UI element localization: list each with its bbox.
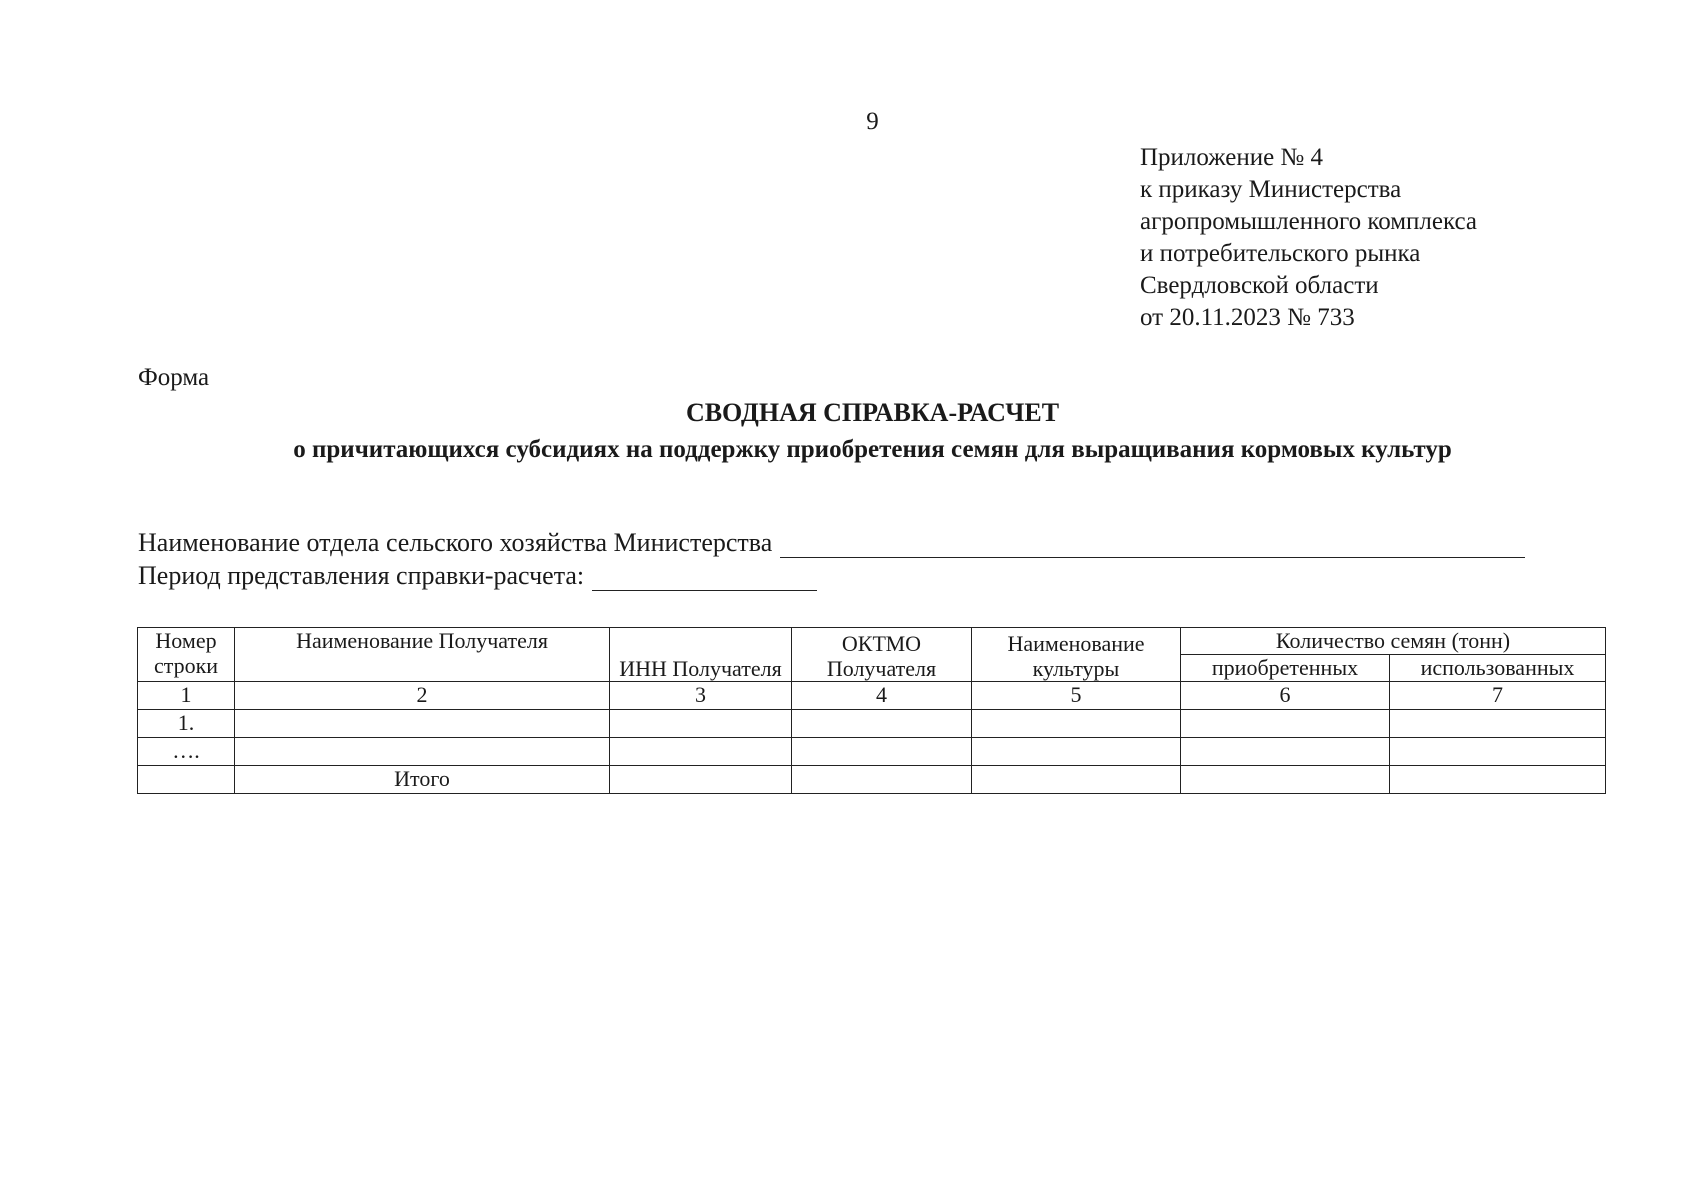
inn-cell[interactable] xyxy=(610,710,792,738)
column-number: 2 xyxy=(235,682,610,710)
header-row-number: Номер строки xyxy=(138,628,235,682)
appendix-line: к приказу Министерства xyxy=(1140,176,1402,203)
recipient-name-cell[interactable] xyxy=(235,710,610,738)
header-seed-quantity: Количество семян (тонн) xyxy=(1181,628,1606,655)
crop-name-cell[interactable] xyxy=(972,766,1181,794)
purchased-cell[interactable] xyxy=(1181,710,1390,738)
calculation-table xyxy=(137,627,1606,794)
row-number-cell: …. xyxy=(138,738,235,766)
table-row xyxy=(138,738,1606,766)
header-purchased: приобретенных xyxy=(1181,655,1390,682)
appendix-line: от 20.11.2023 № 733 xyxy=(1140,304,1355,331)
appendix-block xyxy=(1140,142,1477,334)
table-header-row xyxy=(138,628,1606,655)
oktmo-cell[interactable] xyxy=(792,766,972,794)
purchased-cell[interactable] xyxy=(1181,766,1390,794)
crop-name-cell[interactable] xyxy=(972,710,1181,738)
column-number: 5 xyxy=(972,682,1181,710)
table-row xyxy=(138,710,1606,738)
column-number: 7 xyxy=(1390,682,1606,710)
document-title: СВОДНАЯ СПРАВКА-РАСЧЕТ xyxy=(685,398,1060,427)
appendix-line: Свердловской области xyxy=(1140,272,1379,299)
table-total-row xyxy=(138,766,1606,794)
department-label: Наименование отдела сельского хозяйства Министерства xyxy=(138,528,773,557)
used-cell[interactable] xyxy=(1390,710,1606,738)
appendix-line: и потребительского рынка xyxy=(1140,240,1421,267)
period-blank-line[interactable] xyxy=(592,566,817,591)
oktmo-cell[interactable] xyxy=(792,710,972,738)
row-number-cell: 1. xyxy=(138,710,235,738)
appendix-line: агропромышленного комплекса xyxy=(1140,208,1478,235)
recipient-name-cell[interactable] xyxy=(235,738,610,766)
column-number: 1 xyxy=(138,682,235,710)
purchased-cell[interactable] xyxy=(1181,738,1390,766)
used-cell[interactable] xyxy=(1390,766,1606,794)
header-crop-name: Наименование культуры xyxy=(972,628,1181,682)
oktmo-cell[interactable] xyxy=(792,738,972,766)
column-number-row xyxy=(138,682,1606,710)
department-blank-line[interactable] xyxy=(780,533,1525,558)
header-inn: ИНН Получателя xyxy=(610,628,792,682)
crop-name-cell[interactable] xyxy=(972,738,1181,766)
column-number: 3 xyxy=(610,682,792,710)
used-cell[interactable] xyxy=(1390,738,1606,766)
header-recipient-name: Наименование Получателя xyxy=(235,628,610,682)
inn-cell[interactable] xyxy=(610,738,792,766)
page-number: 9 xyxy=(866,108,879,135)
period-field xyxy=(138,561,817,591)
column-number: 4 xyxy=(792,682,972,710)
inn-cell[interactable] xyxy=(610,766,792,794)
header-used: использованных xyxy=(1390,655,1606,682)
department-field xyxy=(138,528,1525,558)
document-subtitle: о причитающихся субсидиях на поддержку приобретения семян для выращивания кормовых культур xyxy=(293,436,1452,463)
row-number-cell xyxy=(138,766,235,794)
column-number: 6 xyxy=(1181,682,1390,710)
appendix-line: Приложение № 4 xyxy=(1140,144,1324,171)
total-label-cell: Итого xyxy=(235,766,610,794)
header-oktmo: ОКТМО Получателя xyxy=(792,628,972,682)
period-label: Период представления справки-расчета: xyxy=(138,561,585,590)
form-label: Форма xyxy=(138,364,210,391)
